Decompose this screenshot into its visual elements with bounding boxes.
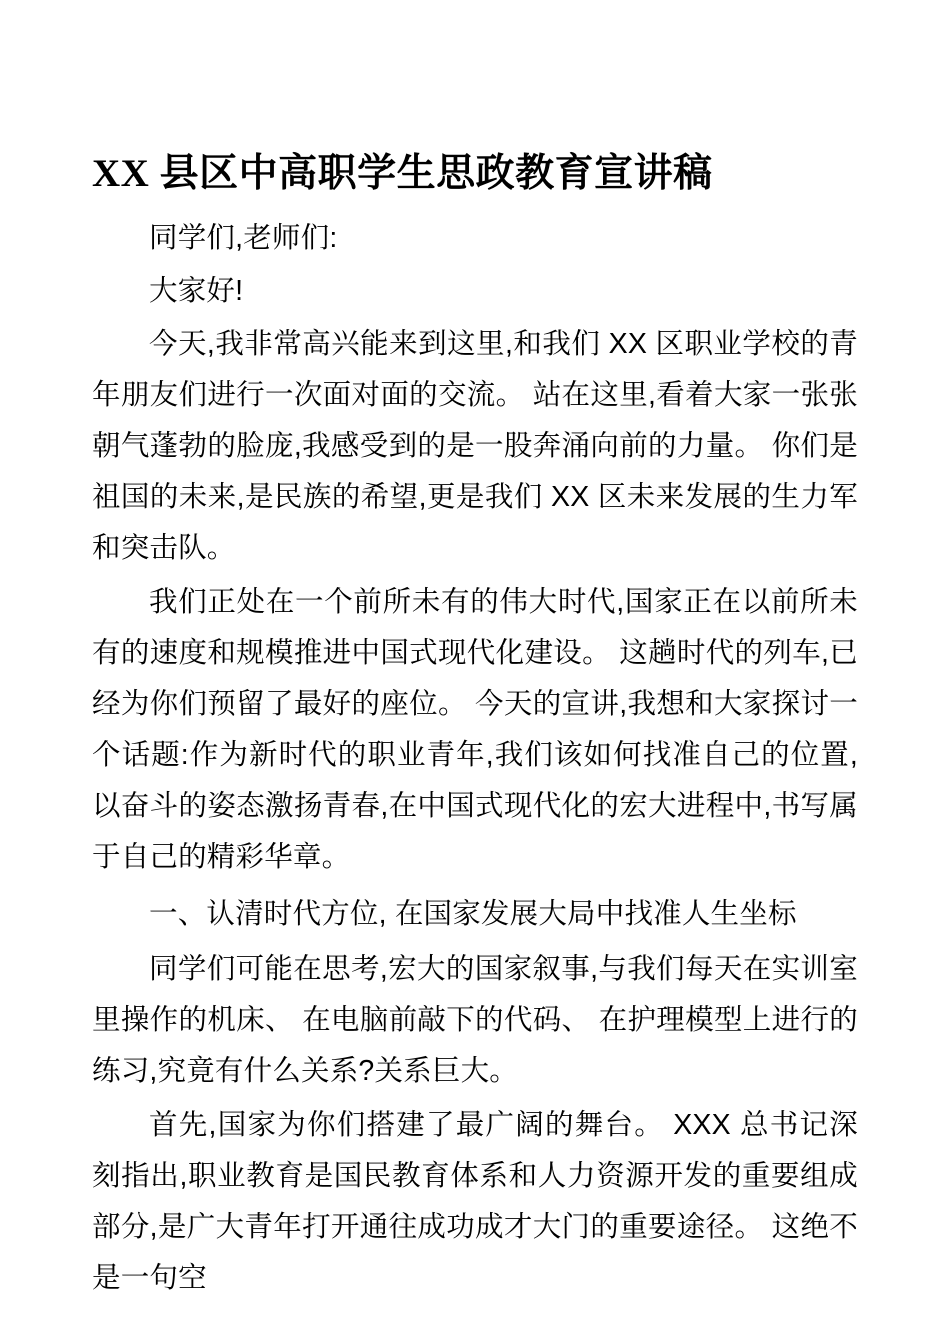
body-paragraph-1: 今天,我非常高兴能来到这里,和我们 XX 区职业学校的青年朋友们进行一次面对面的交流。 站在这里,看着大家一张张朝气蓬勃的脸庞,我感受到的是一股奔涌向前的力量。 你们是祖国的未来,是民族的希望,更是我们 XX 区未来发展的生力军和突击队。: [92, 327, 858, 564]
body-paragraph-4: 首先,国家为你们搭建了最广阔的舞台。 XXX 总书记深刻指出,职业教育是国民教育体系和人力资源开发的重要组成部分,是广大青年打开通往成功成才大门的重要途径。 这绝不是一句空: [92, 1108, 858, 1294]
greeting-line: 大家好!: [149, 274, 244, 307]
body-paragraph-3: 同学们可能在思考,宏大的国家叙事,与我们每天在实训室里操作的机床、 在电脑前敲下的代码、 在护理模型上进行的练习,究竟有什么关系?关系巨大。: [92, 952, 858, 1087]
body-paragraph-2: 我们正处在一个前所未有的伟大时代,国家正在以前所未有的速度和规模推进中国式现代化建设。 这趟时代的列车,已经为你们预留了最好的座位。 今天的宣讲,我想和大家探讨一个话题:作为新时代的职业青年,我们该如何找准自己的位置,以奋斗的姿态激扬青春,在中国式现代化的宏大进程中,书写属于自己的精彩华章。: [92, 585, 858, 873]
page-title: XX 县区中高职学生思政教育宣讲稿: [92, 152, 713, 195]
salutation-line: 同学们,老师们:: [149, 221, 338, 254]
section-heading-1: 一、认清时代方位, 在国家发展大局中找准人生坐标: [149, 897, 797, 930]
